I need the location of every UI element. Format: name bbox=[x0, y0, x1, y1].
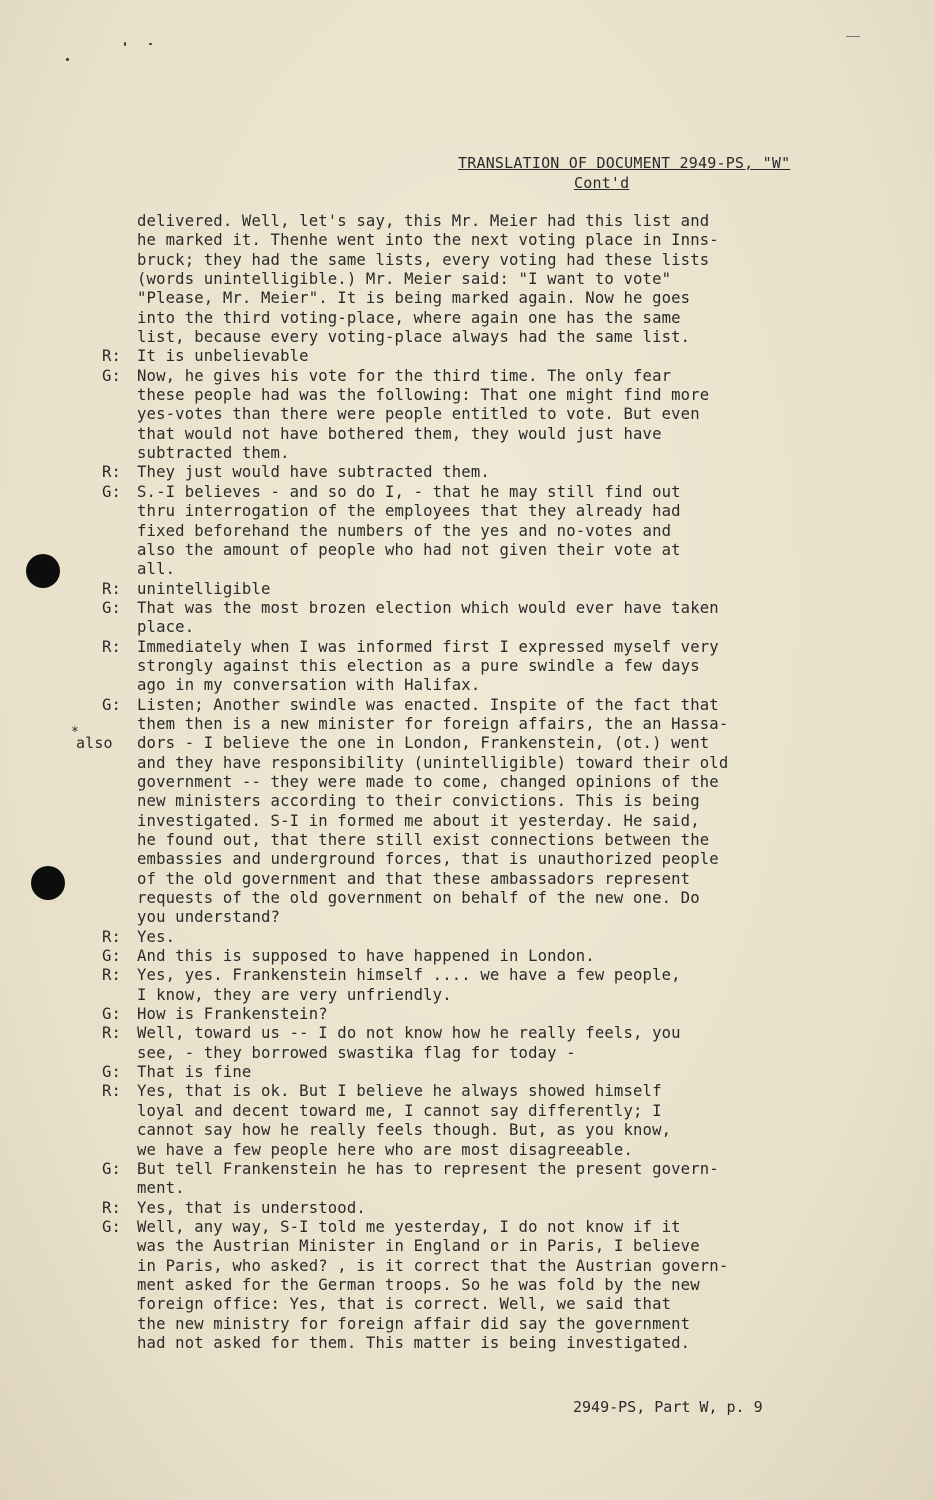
transcript-line bbox=[100, 1044, 860, 1063]
line-text: was the Austrian Minister in England or in Paris, I believe bbox=[137, 1237, 700, 1256]
speaker-label: R: bbox=[102, 637, 122, 656]
line-text: ment. bbox=[137, 1179, 185, 1198]
line-text: bruck; they had the same lists, every voting had these lists bbox=[137, 250, 710, 269]
transcript-line bbox=[100, 889, 860, 908]
page-footer: 2949-PS, Part W, p. 9 bbox=[573, 1398, 763, 1416]
line-text: How is Frankenstein? bbox=[137, 1005, 328, 1024]
line-text: strongly against this election as a pure swindle a few days bbox=[137, 656, 700, 675]
line-text: They just would have subtracted them. bbox=[137, 463, 490, 482]
speaker-label: G: bbox=[102, 1005, 122, 1024]
transcript-line bbox=[100, 1257, 860, 1276]
line-text: he found out, that there still exist connections between the bbox=[137, 831, 710, 849]
transcript-line bbox=[100, 1315, 860, 1334]
transcript-line bbox=[100, 599, 860, 618]
transcript-line bbox=[100, 1334, 860, 1353]
transcript-line bbox=[100, 1063, 860, 1082]
transcript-line bbox=[100, 1218, 860, 1237]
line-text: But tell Frankenstein he has to represent the present govern- bbox=[137, 1159, 719, 1178]
line-text: Listen; Another swindle was enacted. Inspite of the fact that bbox=[137, 695, 719, 714]
speaker-label: G: bbox=[102, 482, 122, 501]
line-text: That is fine bbox=[137, 1063, 252, 1082]
transcript-line bbox=[100, 251, 860, 270]
line-text: dors - I believe the one in London, Frankenstein, (ot.) went bbox=[137, 734, 710, 753]
transcript-line bbox=[100, 347, 860, 366]
line-text: new ministers according to their convictions. This is being bbox=[137, 792, 700, 811]
transcript-line bbox=[100, 792, 860, 811]
ink-speck bbox=[66, 58, 69, 61]
line-text: I know, they are very unfriendly. bbox=[137, 985, 452, 1004]
transcript-line bbox=[100, 502, 860, 521]
line-text: the new ministry for foreign affair did say the government bbox=[137, 1314, 691, 1333]
speaker-label: G: bbox=[102, 695, 122, 714]
transcript-line bbox=[100, 1102, 860, 1121]
line-text: Yes. bbox=[137, 927, 176, 946]
transcript-line bbox=[100, 1005, 860, 1024]
document-title: TRANSLATION OF DOCUMENT 2949-PS, "W" bbox=[458, 154, 791, 172]
transcript-line bbox=[100, 541, 860, 560]
transcript-line bbox=[100, 966, 860, 985]
line-text: foreign office: Yes, that is correct. Well, we said that bbox=[137, 1295, 672, 1314]
line-text: Now, he gives his vote for the third time. The only fear bbox=[137, 366, 672, 385]
line-text: of the old government and that these ambassadors represent bbox=[137, 869, 691, 888]
transcript-line bbox=[100, 1237, 860, 1256]
ink-speck bbox=[149, 43, 152, 45]
transcript-line bbox=[100, 463, 860, 482]
transcript-line bbox=[100, 831, 860, 850]
transcript-line bbox=[100, 1024, 860, 1043]
transcript-line bbox=[100, 812, 860, 831]
transcript-line bbox=[100, 657, 860, 676]
ink-speck bbox=[124, 42, 126, 46]
line-text: "Please, Mr. Meier". It is being marked again. Now he goes bbox=[137, 289, 691, 308]
transcript-line bbox=[100, 425, 860, 444]
line-text: unintelligible bbox=[137, 579, 271, 598]
line-text: in Paris, who asked? , is it correct that the Austrian govern- bbox=[137, 1256, 729, 1275]
line-text: government -- they were made to come, changed opinions of the bbox=[137, 772, 719, 791]
line-text: cannot say how he really feels though. But, as you know, bbox=[137, 1121, 672, 1140]
line-text: had not asked for them. This matter is being investigated. bbox=[137, 1333, 691, 1352]
line-text: see, - they borrowed swastika flag for today - bbox=[137, 1043, 576, 1062]
transcript-line bbox=[100, 928, 860, 947]
transcript-line bbox=[100, 367, 860, 386]
transcript-line bbox=[100, 580, 860, 599]
transcript-line bbox=[100, 1082, 860, 1101]
line-text: (words unintelligible.) Mr. Meier said: "I want to vote" bbox=[137, 270, 672, 289]
transcript-line bbox=[100, 212, 860, 231]
transcript-line bbox=[100, 754, 860, 773]
transcript-line bbox=[100, 696, 860, 715]
speaker-label: R: bbox=[102, 1024, 122, 1043]
asterisk-mark: * bbox=[71, 725, 79, 741]
transcript-line bbox=[100, 522, 860, 541]
line-text: loyal and decent toward me, I cannot say differently; I bbox=[137, 1101, 662, 1120]
transcript-line bbox=[100, 1295, 860, 1314]
transcript-line bbox=[100, 1121, 860, 1140]
line-text: Yes, that is ok. But I believe he always showed himself bbox=[137, 1082, 662, 1101]
transcript-line bbox=[100, 483, 860, 502]
line-text: Yes, that is understood. bbox=[137, 1198, 366, 1217]
line-text: requests of the old government on behalf of the new one. Do bbox=[137, 889, 700, 908]
transcript-line bbox=[100, 405, 860, 424]
transcript-line bbox=[100, 1179, 860, 1198]
document-header bbox=[458, 154, 858, 192]
line-text: Immediately when I was informed first I expressed myself very bbox=[137, 637, 719, 656]
transcript-line bbox=[100, 618, 860, 637]
line-text: Well, toward us -- I do not know how he really feels, you bbox=[137, 1024, 681, 1043]
line-text: we have a few people here who are most disagreeable. bbox=[137, 1140, 633, 1159]
line-text: investigated. S-I in formed me about it yesterday. He said, bbox=[137, 811, 700, 830]
transcript-line bbox=[100, 1160, 860, 1179]
ink-speck bbox=[846, 36, 860, 37]
transcript-line bbox=[100, 947, 860, 966]
line-text: ago in my conversation with Halifax. bbox=[137, 676, 481, 695]
speaker-label: R: bbox=[102, 927, 122, 946]
transcript-line bbox=[100, 986, 860, 1005]
line-text: ment asked for the German troops. So he was fold by the new bbox=[137, 1275, 700, 1294]
speaker-label: G: bbox=[102, 1159, 122, 1178]
transcript-line bbox=[100, 1276, 860, 1295]
speaker-label: R: bbox=[102, 579, 122, 598]
punch-hole bbox=[31, 866, 65, 900]
transcript-line bbox=[71, 725, 860, 753]
speaker-label: R: bbox=[102, 966, 122, 985]
punch-hole bbox=[26, 554, 60, 588]
transcript-line bbox=[100, 386, 860, 405]
line-text: he marked it. Thenhe went into the next voting place in Inns- bbox=[137, 231, 719, 250]
line-text: place. bbox=[137, 618, 195, 637]
line-text: thru interrogation of the employees that they already had bbox=[137, 502, 681, 521]
line-text: all. bbox=[137, 560, 176, 579]
line-text: yes-votes than there were people entitled to vote. But even bbox=[137, 405, 700, 424]
speaker-label: R: bbox=[102, 1198, 122, 1217]
transcript-line bbox=[100, 289, 860, 308]
line-text: that would not have bothered them, they would just have bbox=[137, 424, 662, 443]
line-text: And this is supposed to have happened in London. bbox=[137, 947, 595, 966]
line-text: delivered. Well, let's say, this Mr. Meier had this list and bbox=[137, 212, 710, 230]
line-text: list, because every voting-place always had the same list. bbox=[137, 328, 691, 347]
line-text: That was the most brozen election which would ever have taken bbox=[137, 598, 719, 617]
line-text: subtracted them. bbox=[137, 444, 290, 463]
transcript-line bbox=[100, 1141, 860, 1160]
speaker-label: R: bbox=[102, 347, 122, 366]
line-text: you understand? bbox=[137, 908, 281, 927]
transcript-line bbox=[100, 638, 860, 657]
line-text: into the third voting-place, where again one has the same bbox=[137, 308, 681, 327]
line-text: these people had was the following: That one might find more bbox=[137, 386, 710, 405]
line-text: embassies and underground forces, that is unauthorized people bbox=[137, 850, 719, 869]
transcript-line bbox=[100, 908, 860, 927]
transcript-line bbox=[100, 231, 860, 250]
speaker-label: R: bbox=[102, 463, 122, 482]
transcript-line bbox=[100, 850, 860, 869]
transcript-body bbox=[71, 212, 860, 1353]
margin-note: also bbox=[76, 734, 113, 753]
speaker-label: R: bbox=[102, 1082, 122, 1101]
transcript-line bbox=[100, 444, 860, 463]
speaker-label: G: bbox=[102, 366, 122, 385]
speaker-label: G: bbox=[102, 598, 122, 617]
transcript-line bbox=[100, 870, 860, 889]
transcript-line bbox=[100, 309, 860, 328]
speaker-label: G: bbox=[102, 1217, 122, 1236]
transcript-line bbox=[100, 676, 860, 695]
speaker-label: G: bbox=[102, 947, 122, 966]
transcript-line bbox=[100, 1199, 860, 1218]
line-text: also the amount of people who had not given their vote at bbox=[137, 540, 681, 559]
line-text: S.-I believes - and so do I, - that he may still find out bbox=[137, 482, 681, 501]
transcript-line bbox=[100, 773, 860, 792]
line-text: fixed beforehand the numbers of the yes and no-votes and bbox=[137, 521, 672, 540]
continued-label: Cont'd bbox=[574, 174, 630, 192]
transcript-line bbox=[100, 560, 860, 579]
line-text: It is unbelievable bbox=[137, 347, 309, 366]
line-text: them then is a new minister for foreign affairs, the an Hassa- bbox=[137, 714, 729, 733]
speaker-label: G: bbox=[102, 1063, 122, 1082]
transcript-line bbox=[100, 328, 860, 347]
transcript-line bbox=[100, 715, 860, 734]
line-text: and they have responsibility (unintelligible) toward their old bbox=[137, 753, 729, 772]
transcript-line bbox=[100, 270, 860, 289]
line-text: Well, any way, S-I told me yesterday, I do not know if it bbox=[137, 1217, 681, 1236]
line-text: Yes, yes. Frankenstein himself .... we have a few people, bbox=[137, 966, 681, 985]
